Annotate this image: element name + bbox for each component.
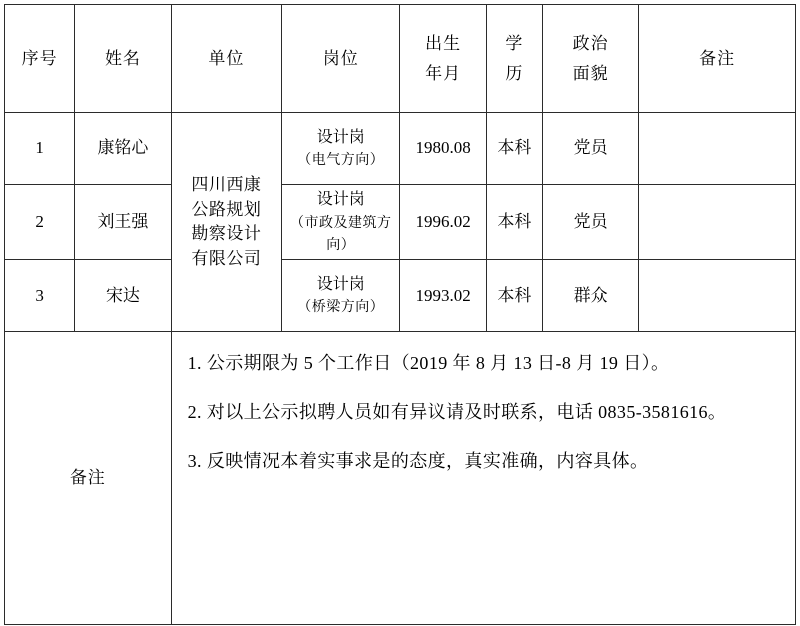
cell-unit: 四川西康 公路规划 勘察设计 有限公司 bbox=[171, 113, 281, 332]
cell-note bbox=[639, 113, 796, 185]
table-row bbox=[5, 185, 796, 260]
table-row bbox=[5, 260, 796, 332]
cell-seq: 1 bbox=[5, 113, 75, 185]
footer-notes bbox=[171, 332, 795, 625]
column-header-post: 岗位 bbox=[282, 5, 400, 113]
footer-note-3: 3. 反映情况本着实事求是的态度，真实准确，内容具体。 bbox=[187, 451, 649, 472]
cell-name: 康铭心 bbox=[75, 113, 171, 185]
cell-birth: 1996.02 bbox=[400, 185, 486, 260]
footer-note-1: 1. 公示期限为 5 个工作日（2019 年 8 月 13 日-8 月 19 日）。 bbox=[187, 353, 670, 374]
cell-birth: 1993.02 bbox=[400, 260, 486, 332]
column-header-education: 学 历 bbox=[486, 5, 542, 113]
footer-label: 备注 bbox=[5, 332, 172, 625]
column-header-name: 姓名 bbox=[75, 5, 171, 113]
table-header-row bbox=[5, 5, 796, 113]
cell-political-status: 党员 bbox=[542, 113, 638, 185]
cell-post: 设计岗 （电气方向） bbox=[282, 113, 400, 185]
footer-note-2: 2. 对以上公示拟聘人员如有异议请及时联系，电话 0835-3581616。 bbox=[187, 402, 727, 423]
column-header-unit: 单位 bbox=[171, 5, 281, 113]
cell-education: 本科 bbox=[486, 185, 542, 260]
cell-note bbox=[639, 260, 796, 332]
cell-political-status: 群众 bbox=[542, 260, 638, 332]
cell-seq: 3 bbox=[5, 260, 75, 332]
column-header-seq: 序号 bbox=[5, 5, 75, 113]
table-footer-row bbox=[5, 332, 796, 625]
cell-name: 刘王强 bbox=[75, 185, 171, 260]
column-header-birth: 出生 年月 bbox=[400, 5, 486, 113]
document-page bbox=[0, 4, 800, 626]
column-header-political-status: 政治 面貌 bbox=[542, 5, 638, 113]
table-row bbox=[5, 113, 796, 185]
cell-seq: 2 bbox=[5, 185, 75, 260]
cell-education: 本科 bbox=[486, 113, 542, 185]
cell-name: 宋达 bbox=[75, 260, 171, 332]
column-header-note: 备注 bbox=[639, 5, 796, 113]
cell-birth: 1980.08 bbox=[400, 113, 486, 185]
cell-post: 设计岗 （桥梁方向） bbox=[282, 260, 400, 332]
cell-note bbox=[639, 185, 796, 260]
cell-education: 本科 bbox=[486, 260, 542, 332]
candidate-announcement-table bbox=[4, 4, 796, 625]
cell-post: 设计岗 （市政及建筑方向） bbox=[282, 185, 400, 260]
cell-political-status: 党员 bbox=[542, 185, 638, 260]
